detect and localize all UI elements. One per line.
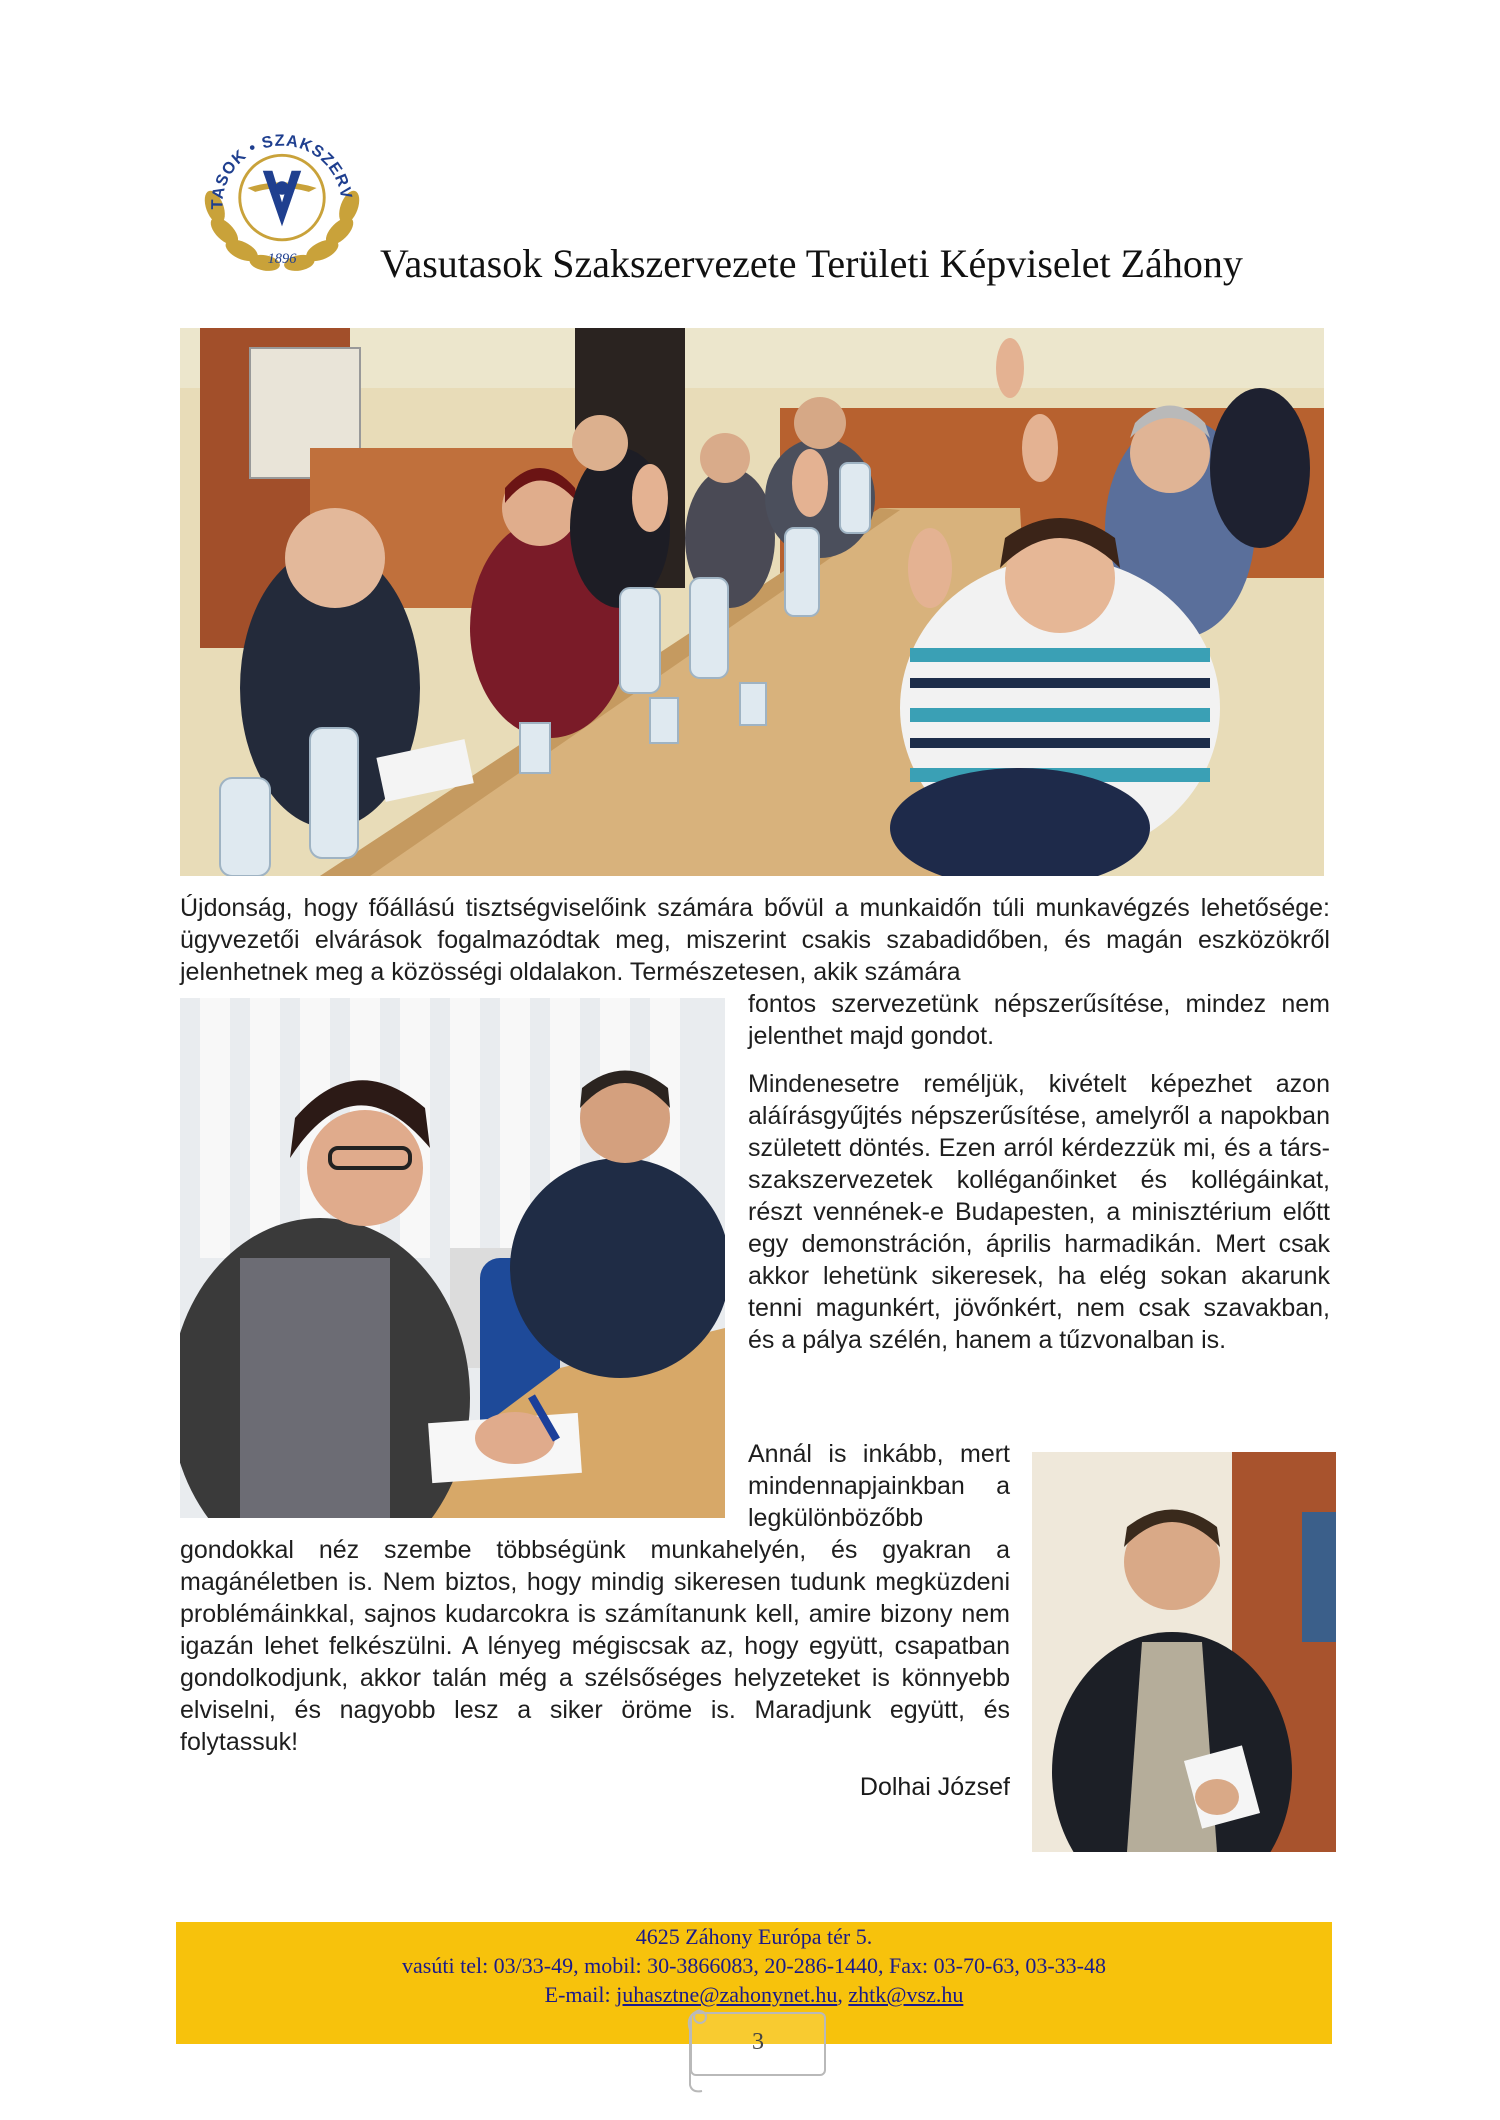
footer-email-label: E-mail:	[544, 1982, 611, 2007]
email-link-zhtk[interactable]: zhtk@vsz.hu	[848, 1982, 964, 2007]
author-signature: Dolhai József	[859, 1773, 1010, 1801]
meeting-photo	[180, 328, 1324, 876]
paragraph-intro-continued: fontos szervezetünk népszerűsítése, mindez nem jelenthet majd gondot.	[748, 990, 1330, 1050]
scroll-decoration-icon	[680, 2005, 710, 2095]
paragraph-closing-start: Annál is inkább, mert mindennapjainkban a legkülönbözőbb	[748, 1440, 1010, 1532]
page-title: Vasutasok Szakszervezete Területi Képviselet Záhony	[380, 241, 1243, 286]
paragraph-closing: gondokkal néz szembe többségünk munkahelyén, és gyakran a magánéletben is. Nem biztos, hogy mindig sikeresen tudunk megküzdeni problémáinkkal, sajnos kudarcokra is számítanunk kell, amire bizony nem igazán lehet felkészülni. A lényeg mégiscsak az, hogy együtt, csapatban gondolkodjunk, akkor talán még a szélsőséges helyzeteket is könnyebb elviselni, és nagyobb lesz a siker öröme is. Maradjunk együtt, és folytassuk!	[180, 1536, 1010, 1756]
paragraph-petition: Mindenesetre reméljük, kivételt képezhet azon aláírásgyűjtés népszerűsítése, amelyről a napokban született döntés. Ezen arról kérdezzük mi, és a társ-szakszervezetek kolléganőinket és kollégáinkat, részt vennének-e Budapesten, a minisztérium előtt egy demonstráción, április harmadikán. Mert csak akkor lehetünk sikeresek, ha elég sokan akarunk tenni magunkért, jövőnkért, nem csak szavakban, és a pálya szélén, hanem a tűzvonalban is.	[748, 1070, 1330, 1354]
union-logo	[186, 92, 378, 284]
colleagues-photo	[180, 998, 725, 1518]
footer-phones: vasúti tel: 03/33-49, mobil: 30-3866083, 20-286-1440, Fax: 03-70-63, 03-33-48	[402, 1953, 1106, 1978]
logo-year: 1896	[267, 250, 297, 267]
footer-email-line	[176, 1980, 1332, 2009]
footer-address: 4625 Záhony Európa tér 5.	[635, 1924, 873, 1949]
author-photo	[1032, 1452, 1336, 1852]
email-separator: ,	[837, 1982, 843, 2007]
email-link-juhasztne[interactable]: juhasztne@zahonynet.hu	[616, 1982, 838, 2007]
page-number: 3	[690, 2012, 826, 2076]
paragraph-intro: Újdonság, hogy főállású tisztségviselőink számára bővül a munkaidőn túli munkavégzés lehetősége: ügyvezetői elvárások fogalmazódtak meg, miszerint csakis szabadidőben, és magán eszközökről jelenhetnek meg a közösségi oldalakon. Természetesen, akik számára	[180, 894, 1330, 986]
logo-arc-text: TASOK • SZAKSZERV	[208, 131, 356, 210]
